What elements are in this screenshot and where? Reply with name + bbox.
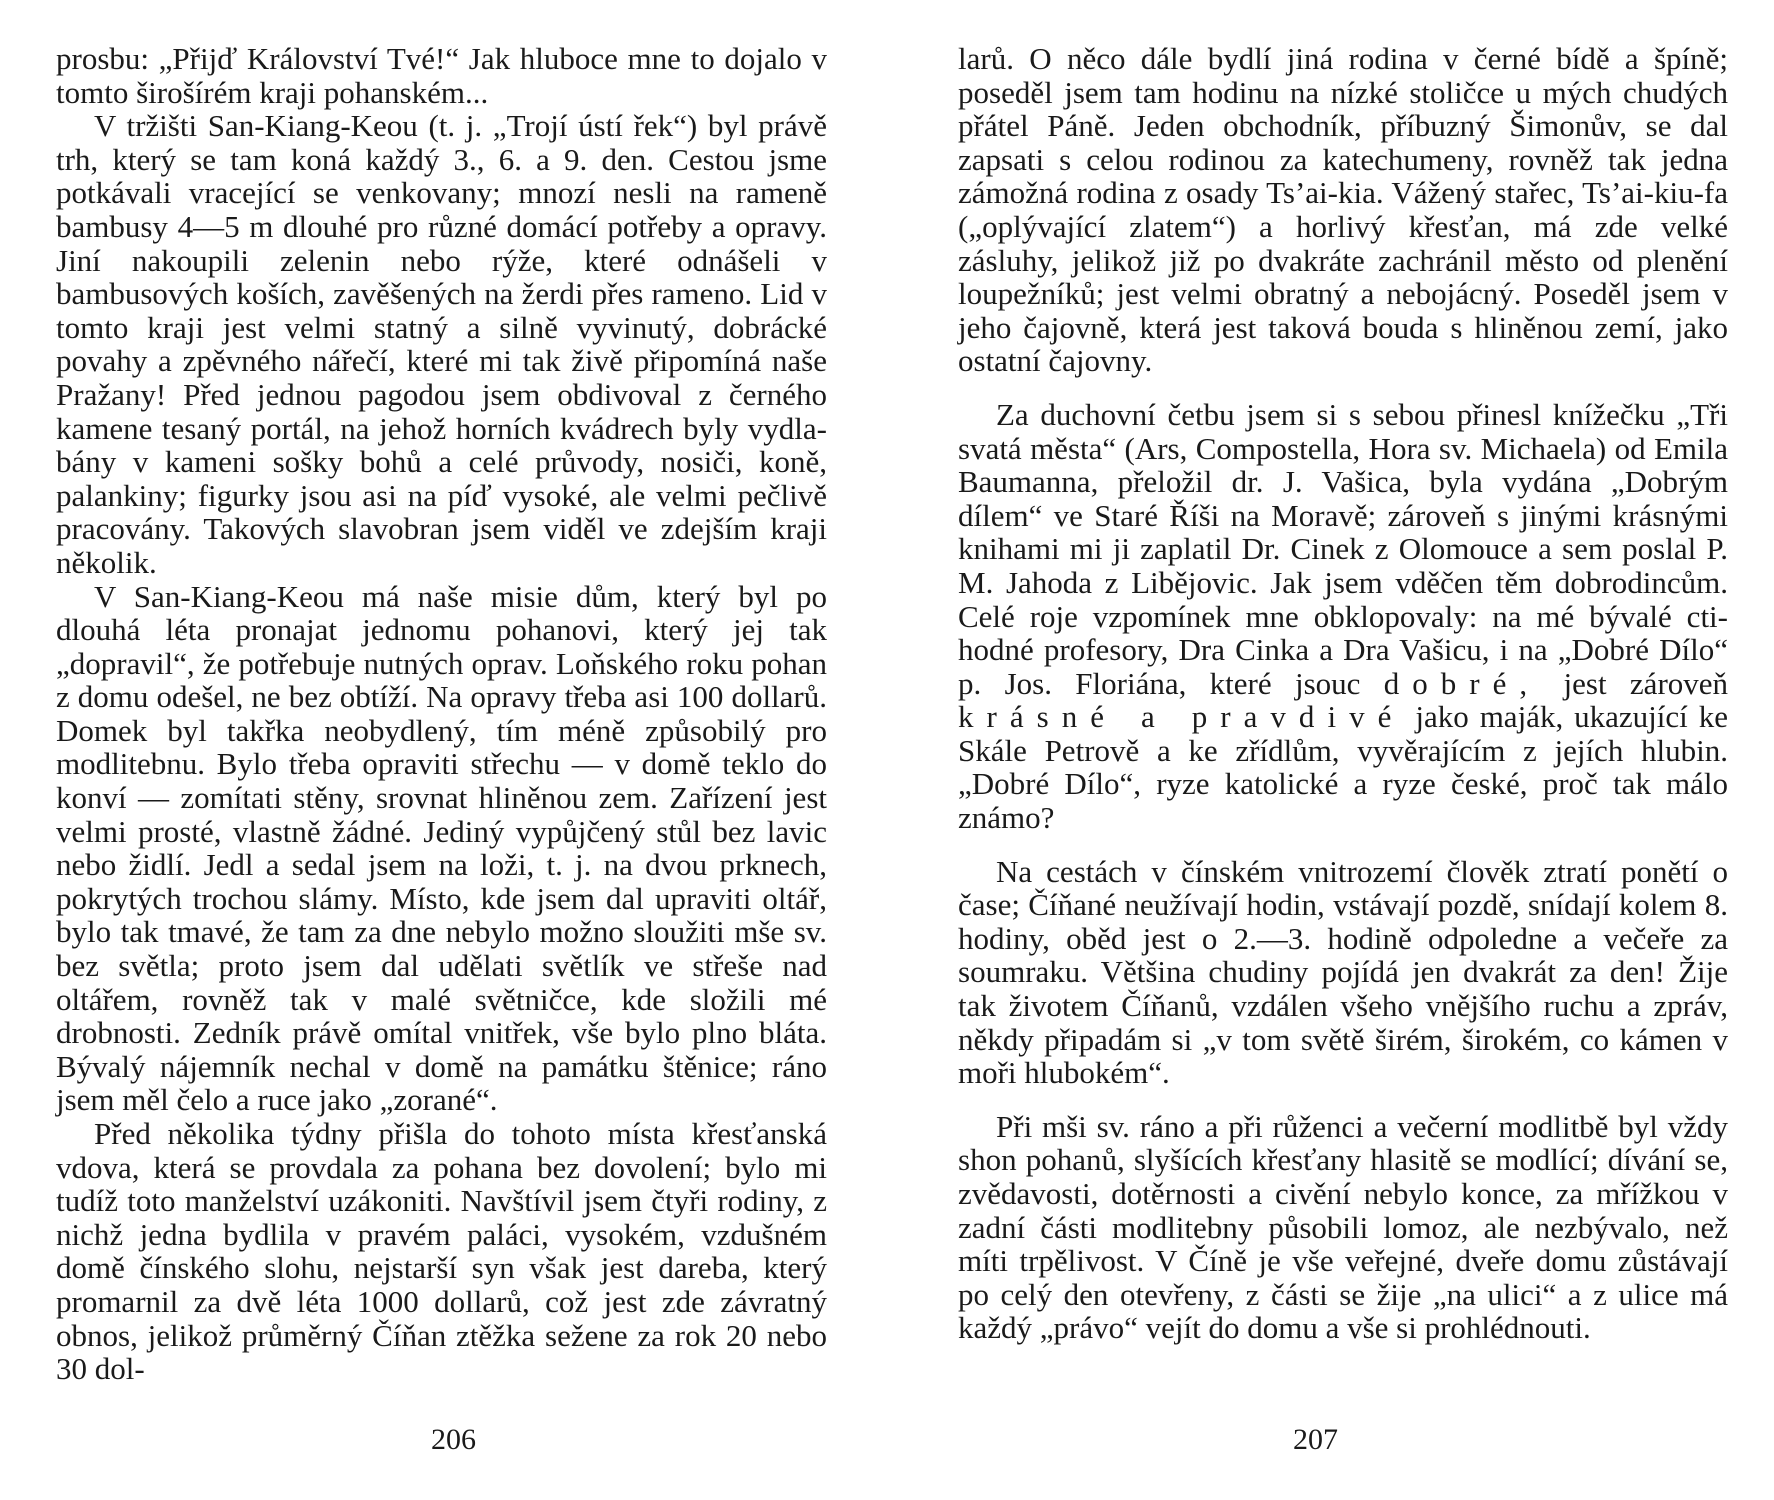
right-paragraph-2-text-c: jako maják, ukazující ke Skále Petrově a ke zřídlům, vyvěrajícím z jejích hlubin. „Dobré Dílo“, ryze katolické a ryze české, proč tak málo známo? xyxy=(958,699,1728,836)
right-paragraph-1: larů. O něco dále bydlí jiná rodina v černé bídě a špíně; poseděl jsem tam hodinu na nízké stoličce u mých chudých přátel Páně. Jeden obchodník, příbuzný Šimonův, se dal zapsati s celou rodinou za katechumeny, rovněž tak jedna zámožná rodina z osady Ts’ai-kia. Vážený stařec, Ts’ai-kiu-fa („oplývající zlatem“) a horlivý křesťan, má zde velké zásluhy, jelikož již po dvakráte zachránil město od plenění loupežníků; jest velmi obratný a nebojácný. Poseděl jsem v jeho čajovně, která jest taková bouda s hliněnou zemí, jako ostatní čajovny. xyxy=(958,41,1728,379)
right-paragraph-3: Na cestách v čínském vnitrozemí člověk ztratí ponětí o čase; Číňané neužívají hodin, vstávají pozdě, snídají kolem 8. hodiny, oběd jest o 2.—3. hodině odpoledne a večeře za soumraku. Většina chudiny pojídá jen dvakrát za den! Žije tak životem Číňanů, vzdálen všeho vnějšího ruchu a zpráv, někdy připadám si „v tom světě širém, širokém, co kámen v moři hlubokém“. xyxy=(958,853,1728,1091)
left-paragraph-2: V tržišti San-Kiang-Keou (t. j. „Trojí ústí řek“) byl právě trh, který se tam koná každý 3., 6. a 9. den. Cestou jsme potkávali vracející se venkovany; mnozí nesli na rameně bambusy 4—5 m dlouhé pro různé domácí potřeby a opravy. Jiní nakoupili zelenin nebo rýže, které odnášeli v bambusových koších, zavěšených na žerdi přes rameno. Lid v tomto kraji jest velmi statný a silně vyvinutý, dobrácké povahy a zpěvného nářečí, které mi tak živě připomíná naše Pražany! Před jednou pagodou jsem obdivoval z černého kamene tesaný portál, na jehož horních kvádrech byly vydlabány v kameni sošky bohů a celé průvody, nosiči, koně, palankiny; figurky jsou asi na píď vysoké, ale velmi pečlivě pracovány. Takových slavobran jsem viděl ve zdejším kraji několik. xyxy=(56,108,827,580)
right-page-number: 207 xyxy=(1293,1423,1338,1456)
left-paragraph-1: prosbu: „Přijď Království Tvé!“ Jak hluboce mne to dojalo v tomto širošírém kraji pohanském... xyxy=(56,41,827,110)
right-paragraph-2 xyxy=(958,398,1728,835)
left-paragraph-4: Před několika týdny přišla do tohoto místa křesťanská vdova, která se provdala za pohana bez dovolení; bylo mi tudíž toto manželství uzákoniti. Navštívil jsem čtyři rodiny, z nichž jedna bydlila v pravém paláci, vysokém, vzdušném domě čínského slohu, nejstarší syn však jest dareba, který promarnil za dvě léta 1000 dollarů, což jest zde závratný obnos, jelikož průměrný Číňan ztěžka sežene za rok 20 nebo 30 dol- xyxy=(56,1116,827,1387)
right-page xyxy=(887,0,1774,1500)
right-page-text xyxy=(958,42,1728,1345)
spaced-word-dobre: dobré, xyxy=(1383,665,1541,701)
right-paragraph-2-text-a: Za duchovní četbu jsem si s sebou přinesl knížečku „Tři svatá města“ (Ars, Compostella, Hora sv. Michaela) od Emila Baumanna, přeložil dr. J. Vašica, byla vydána „Dobrým dílem“ ve Staré Říši na Moravě; zároveň s jinými krásnými knihami mi ji zaplatil Dr. Cinek z Olomouce a sem poslal P. M. Jahoda z Libějovic. Jak jsem vděčen těm dobrodincům. Celé roje vzpomínek mne obklopovaly: na mé bývalé ctihodné profesory, Dra Cinka a Dra Vašicu, i na „Dobré Dílo“ p. Jos. Floriána, které jsouc xyxy=(958,396,1728,701)
left-page-text xyxy=(56,42,827,1386)
spaced-words-krasne-pravdive: krásné a pravdivé xyxy=(958,699,1405,735)
left-page-number: 206 xyxy=(431,1423,476,1456)
right-paragraph-2-text-b: jest zároveň xyxy=(1563,665,1729,701)
left-paragraph-3: V San-Kiang-Keou má naše misie dům, který byl po dlouhá léta pronajat jednomu pohanovi, který jej tak „dopravil“, že potřebuje nutných oprav. Loňského roku pohan z domu odešel, ne bez obtíží. Na opravy třeba asi 100 dollarů. Domek byl takřka neobydlený, tím méně způsobilý pro modlitebnu. Bylo třeba opraviti střechu — v domě teklo do konví — zomítati stěny, srovnat hliněnou zem. Zařízení jest velmi prosté, vlastně žádné. Jediný vypůjčený stůl bez lavic nebo židlí. Jedl a sedal jsem na loži, t. j. na dvou prknech, pokrytých trochou slámy. Místo, kde jsem dal upraviti oltář, bylo tak tmavé, že tam za dne nebylo možno sloužiti mše sv. bez světla; proto jsem dal udělati světlík ve střeše nad oltářem, rovněž tak v malé světničce, kde složili mé drobnosti. Zedník právě omítal vnitřek, vše bylo plno bláta. Bývalý nájemník nechal v domě na památku štěnice; ráno jsem měl čelo a ruce jako „zorané“. xyxy=(56,578,827,1118)
right-paragraph-4: Při mši sv. ráno a při růženci a večerní modlitbě byl vždy shon pohanů, slyšících křesťany hlasitě se modlící; dívání se, zvědavosti, dotěrnosti a civění nebylo konce, za mřížkou v zadní části modlitebny působili lomoz, ale nezbývalo, než míti trpělivost. V Číně je vše veřejné, dveře domu zůstávají po celý den otevřeny, z části se žije „na ulici“ a z ulice má každý „právo“ vejít do domu a vše si prohlédnouti. xyxy=(958,1108,1728,1346)
